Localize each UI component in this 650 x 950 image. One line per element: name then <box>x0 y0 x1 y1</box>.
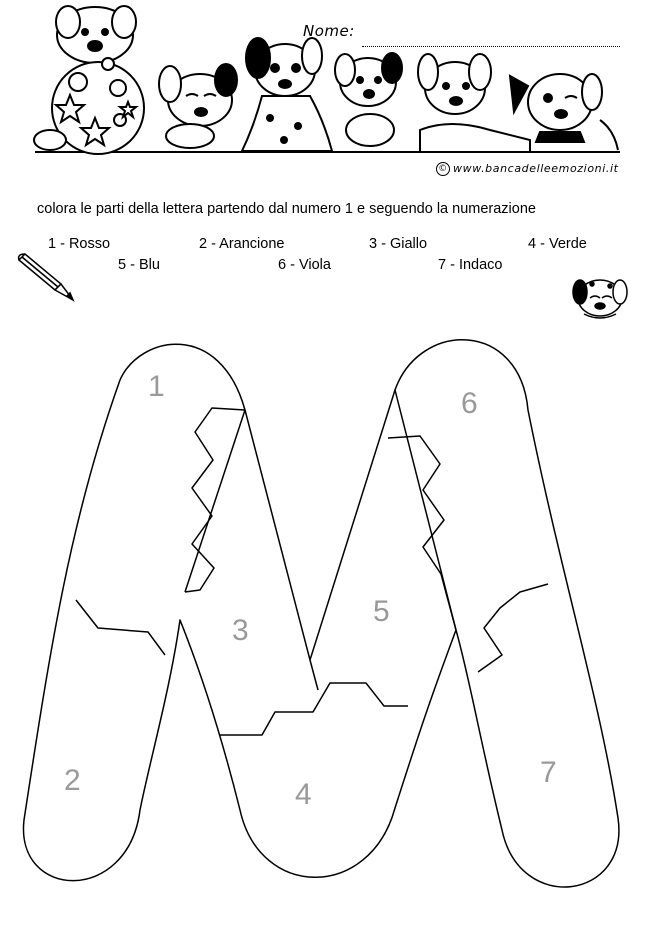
region-divider <box>388 436 456 630</box>
region-number: 1 <box>148 370 165 403</box>
inner-arch <box>185 410 245 592</box>
legend-item: 2 - Arancione <box>199 236 285 252</box>
region-number: 6 <box>461 387 478 420</box>
region-divider <box>76 600 165 655</box>
copyright-icon: © <box>436 162 450 176</box>
website-credit <box>436 162 619 176</box>
instruction-text: colora le parti della lettera partendo dal numero 1 e seguendo la numerazione <box>37 201 536 217</box>
name-input-line[interactable] <box>362 46 620 47</box>
region-number: 3 <box>232 614 249 647</box>
region-divider <box>310 660 318 690</box>
legend-item: 4 - Verde <box>528 236 587 252</box>
region-divider <box>478 584 548 672</box>
pencil-icon <box>15 250 77 305</box>
website-text: www.bancadelleemozioni.it <box>453 162 619 175</box>
region-number: 2 <box>64 764 81 797</box>
legend-item: 7 - Indaco <box>438 257 503 273</box>
region-number: 4 <box>295 778 312 811</box>
region-number: 7 <box>540 756 557 789</box>
legend-item: 5 - Blu <box>118 257 160 273</box>
letter-outline <box>23 340 618 887</box>
legend-item: 3 - Giallo <box>369 236 428 252</box>
legend-item: 6 - Viola <box>278 257 331 273</box>
legend-item: 1 - Rosso <box>48 236 111 252</box>
name-label: Nome: <box>303 22 355 40</box>
region-divider <box>220 683 408 735</box>
letter-m-coloring-shape <box>0 300 650 950</box>
region-number: 5 <box>373 595 390 628</box>
